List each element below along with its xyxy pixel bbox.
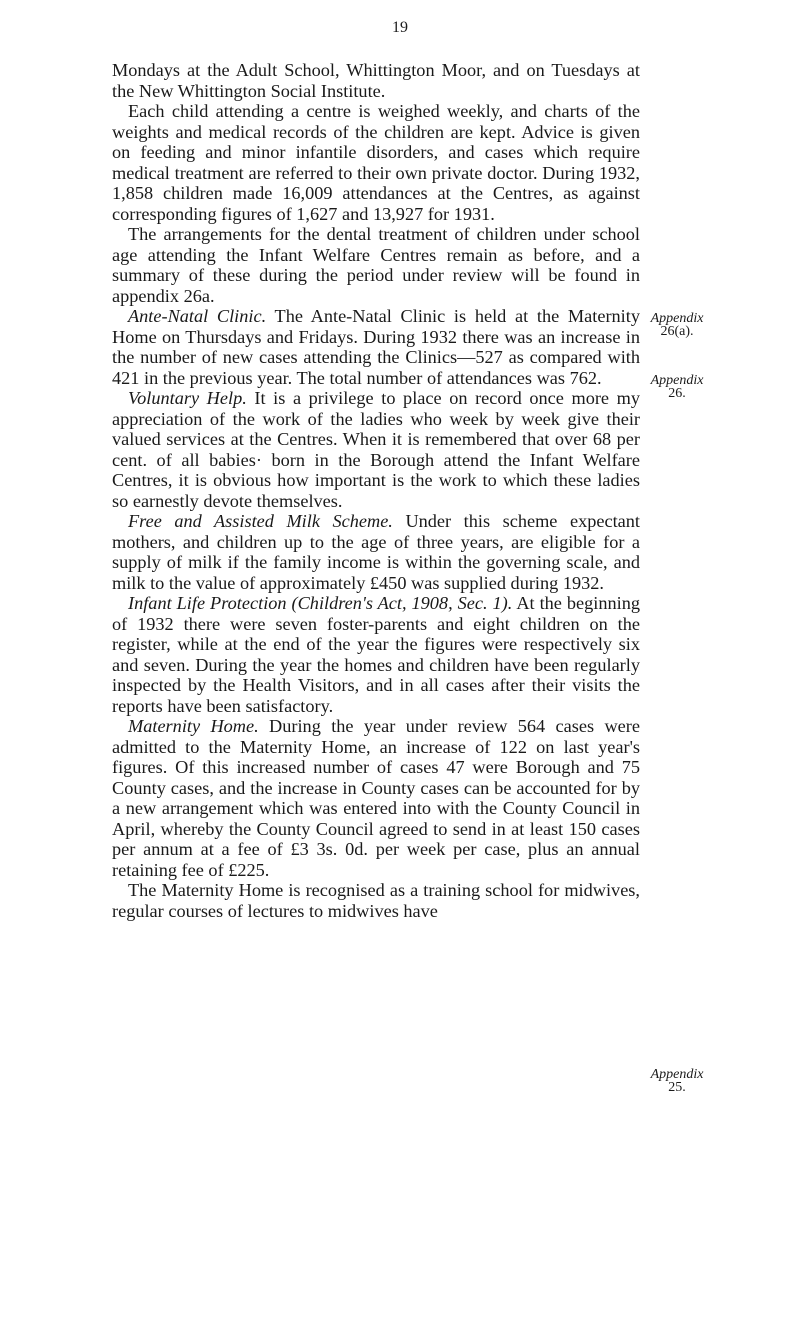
margin-note-label: Appendix [650,373,704,388]
paragraph-training-school: The Maternity Home is recognised as a training school for midwives, regular courses of lectures to midwives have [112,880,640,921]
margin-note-appendix-26a [647,312,707,338]
margin-note-appendix-26 [647,374,707,400]
heading-milk-scheme: Free and Assisted Milk Scheme. [128,511,393,531]
paragraph-maternity-home [112,716,640,880]
heading-maternity-home: Maternity Home. [128,716,259,736]
heading-voluntary-help: Voluntary Help. [128,388,247,408]
paragraph-dental-treatment: The arrangements for the dental treatment of children under school age attending the Infant Welfare Centres remain as before, and a summary of these during the period under review will be found in appendix 26a. [112,224,640,306]
page-number: 19 [392,19,408,36]
paragraph-child-weighing: Each child attending a centre is weighed weekly, and charts of the weights and medical records of the children are kept. Advice is given on feeding and minor infantile disorders, and cases which require medical treatment are referred to their own private doctor. During 1932, 1,858 children made 16,009 attendances at the Centres, as against corresponding figures of 1,627 and 13,927 for 1931. [112,101,640,224]
paragraph-ante-natal-clinic [112,306,640,388]
text-voluntary-help: It is a privilege to place on record once more my appreciation of the work of the ladies who week by week give their valued services at the Centres. When it is remembered that over 68 per cent. of all babies· born in the Borough attend the Infant Welfare Centres, it is obvious how important is the work to which these ladies so earnestly devote themselves. [112,388,640,511]
margin-note-ref: 26. [668,386,686,401]
margin-note-label: Appendix [650,311,704,326]
margin-note-ref: 25. [668,1080,686,1095]
text-milk-scheme: Under this scheme expectant mothers, and children up to the age of three years, are eligible for a supply of milk if the family income is within the governing scale, and milk to the value of approximately £450 was supplied during 1932. [112,511,640,593]
paragraph-voluntary-help [112,388,640,511]
paragraph-infant-life-protection [112,593,640,716]
margin-note-label: Appendix [650,1067,704,1082]
margin-note-appendix-25 [647,1068,707,1094]
body-text [112,60,640,921]
text-ante-natal-clinic: The Ante-Natal Clinic is held at the Maternity Home on Thursdays and Fridays. During 1932 there was an increase in the number of new cases attending the Clinics—527 as compared with 421 in the previous year. The total number of attendances was 762. [112,306,640,388]
paragraph-milk-scheme [112,511,640,593]
heading-ante-natal-clinic: Ante-Natal Clinic. [128,306,267,326]
margin-note-ref: 26(a). [660,324,694,339]
paragraph-continuation: Mondays at the Adult School, Whittington Moor, and on Tuesdays at the New Whittington Social Institute. [112,60,640,101]
text-maternity-home: During the year under review 564 cases were admitted to the Maternity Home, an increase of 122 on last year's figures. Of this increased number of cases 47 were Borough and 75 County cases, and the increase in County cases can be accounted for by a new arrangement which was entered into with the County Council in April, whereby the County Council agreed to send in at least 150 cases per annum at a fee of £3 3s. 0d. per week per case, plus an annual retaining fee of £225. [112,716,640,880]
heading-infant-life-protection: Infant Life Protection (Children's Act, 1908, Sec. 1). [128,593,513,613]
text-infant-life-protection: At the beginning of 1932 there were seven foster-parents and eight children on the register, while at the end of the year the figures were respectively six and seven. During the year the homes and children have been regularly inspected by the Health Visitors, and in all cases after their visits the reports have been satisfactory. [112,593,640,716]
